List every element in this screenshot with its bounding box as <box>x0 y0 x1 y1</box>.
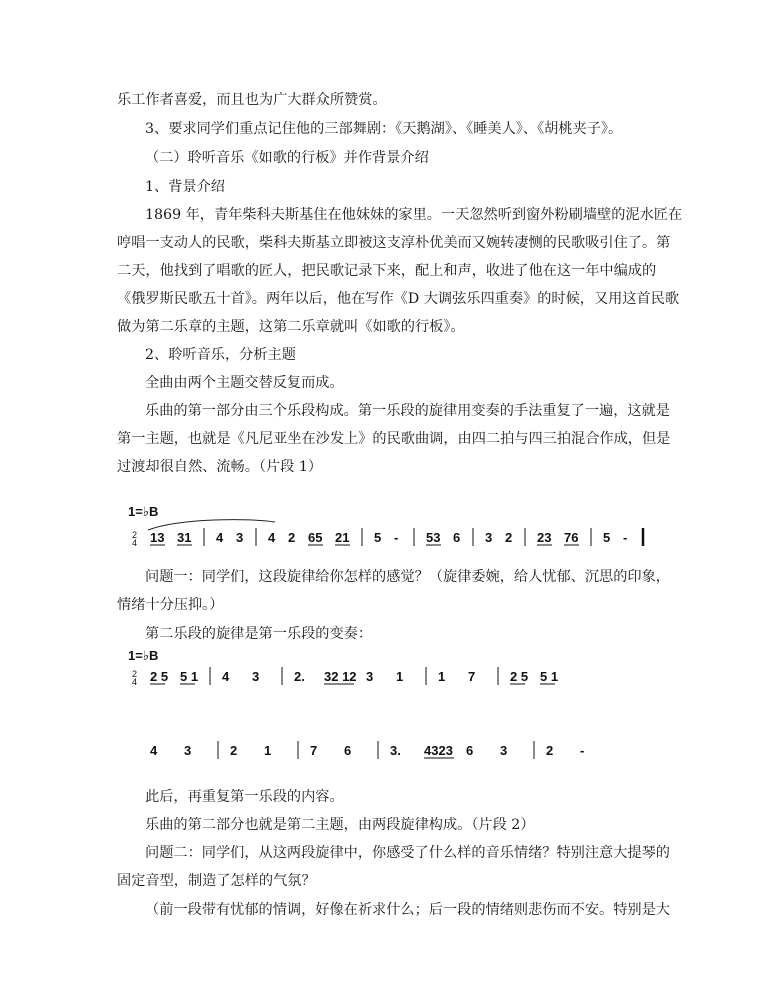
note: 2 5 <box>510 669 529 684</box>
paragraph-line: 第一主题，也就是《凡尼亚坐在沙发上》的民歌曲调，由四二拍与四三拍混合作成，但是 <box>117 431 671 447</box>
score-1-notes <box>150 528 643 546</box>
paragraph-line: 乐工作者喜爱，而且也为广大群众所赞赏。 <box>117 92 387 108</box>
note: 4 <box>216 530 224 545</box>
score-1-svg <box>120 500 640 556</box>
note: 23 <box>537 530 552 545</box>
time-signature: 2 <box>132 530 138 540</box>
note: 65 <box>308 530 323 545</box>
question-line: 问题二：同学们，从这两段旋律中，你感受了什么样的音乐情绪？特别注意大提琴的 <box>145 845 670 861</box>
note: 2 <box>230 743 238 758</box>
key-signature: 1=♭B <box>128 504 159 519</box>
note: 3 <box>366 669 374 684</box>
paragraph-line: 第二乐段的旋律是第一乐段的变奏： <box>145 626 373 642</box>
paragraph-line: 此后，再重复第一乐段的内容。 <box>145 789 344 805</box>
paragraph-line: 做为第二乐章的主题，这第二乐章就叫《如歌的行板》。 <box>117 319 465 335</box>
note: 6 <box>344 743 352 758</box>
score-2-row-1 <box>150 667 558 685</box>
paragraph-line: 3、要求同学们重点记住他的三部舞剧：《天鹅湖》、《睡美人》、《胡桃夹子》。 <box>145 121 623 137</box>
subsection-heading: 1、背景介绍 <box>145 179 225 195</box>
note: - <box>394 530 399 545</box>
note: 4 <box>268 530 276 545</box>
question-line: 情绪十分压抑。） <box>117 597 224 613</box>
note: 76 <box>564 530 579 545</box>
score-2-row-2 <box>150 741 584 759</box>
note: 2. <box>294 669 305 684</box>
note: 2 <box>288 530 296 545</box>
note: 3 <box>236 530 244 545</box>
note: 32 12 <box>324 669 357 684</box>
note: 7 <box>310 743 318 758</box>
note: 2 <box>505 530 513 545</box>
note: 1 <box>438 669 446 684</box>
note: 31 <box>177 530 192 545</box>
note: 3. <box>390 743 401 758</box>
time-signature: 2 <box>132 669 138 679</box>
note: 1 <box>264 743 272 758</box>
paragraph-line: 全曲由两个主题交替反复而成。 <box>145 375 344 391</box>
note: - <box>580 743 585 758</box>
paragraph-line: 过渡却很自然、流畅。（片段 1） <box>117 459 323 475</box>
question-line: 固定音型，制造了怎样的气氛？ <box>117 873 316 889</box>
note: 3 <box>184 743 192 758</box>
key-signature: 1=♭B <box>128 648 159 663</box>
note: 4 <box>150 743 158 758</box>
paragraph-line: 乐曲的第一部分由三个乐段构成。第一乐段的旋律用变奏的手法重复了一遍，这就是 <box>145 403 670 419</box>
note: 21 <box>335 530 350 545</box>
paragraph-line: 《俄罗斯民歌五十首》。两年以后，他在写作《D 大调弦乐四重奏》的时候，又用这首民歌 <box>117 291 680 307</box>
note: 53 <box>426 530 441 545</box>
section-heading: （二）聆听音乐《如歌的行板》并作背景介绍 <box>145 150 429 166</box>
paragraph-line: 乐曲的第二部分也就是第二主题，由两段旋律构成。（片段 2） <box>145 817 535 833</box>
music-score-excerpt-2 <box>120 645 640 775</box>
note: 3 <box>500 743 508 758</box>
subsection-heading: 2、聆听音乐，分析主题 <box>145 347 296 363</box>
time-signature: 4 <box>132 538 138 548</box>
note: 3 <box>252 669 260 684</box>
paragraph-line: 1869 年，青年柴科夫斯基住在他妹妹的家里。一天忽然听到窗外粉刷墙壁的泥水匠在 <box>145 207 683 223</box>
note: 2 <box>546 743 554 758</box>
note: 5 <box>603 530 611 545</box>
note: 13 <box>150 530 165 545</box>
note: 4 <box>222 669 230 684</box>
note: 2 5 <box>150 669 169 684</box>
note: 4323 <box>424 743 453 758</box>
note: 1 <box>396 669 404 684</box>
note: 3 <box>485 530 493 545</box>
music-score-excerpt-1 <box>120 500 640 556</box>
paragraph-line: 哼唱一支动人的民歌，柴科夫斯基立即被这支淳朴优美而又婉转凄恻的民歌吸引住了。第 <box>117 235 671 251</box>
paragraph-line: 二天，他找到了唱歌的匠人，把民歌记录下来，配上和声，收进了他在这一年中编成的 <box>117 263 657 279</box>
score-2-svg <box>120 645 640 775</box>
note: 5 <box>374 530 382 545</box>
question-line: 问题一：同学们，这段旋律给你怎样的感觉？（旋律委婉，给人忧郁、沉思的印象， <box>145 569 670 585</box>
note: 7 <box>468 669 476 684</box>
note: - <box>623 530 628 545</box>
note: 6 <box>466 743 474 758</box>
time-signature: 4 <box>132 677 138 687</box>
paragraph-line: （前一段带有忧郁的情调，好像在祈求什么；后一段的情绪则悲伤而不安。特别是大 <box>145 902 670 918</box>
note: 5 1 <box>540 669 559 684</box>
note: 6 <box>453 530 461 545</box>
note: 5 1 <box>180 669 199 684</box>
